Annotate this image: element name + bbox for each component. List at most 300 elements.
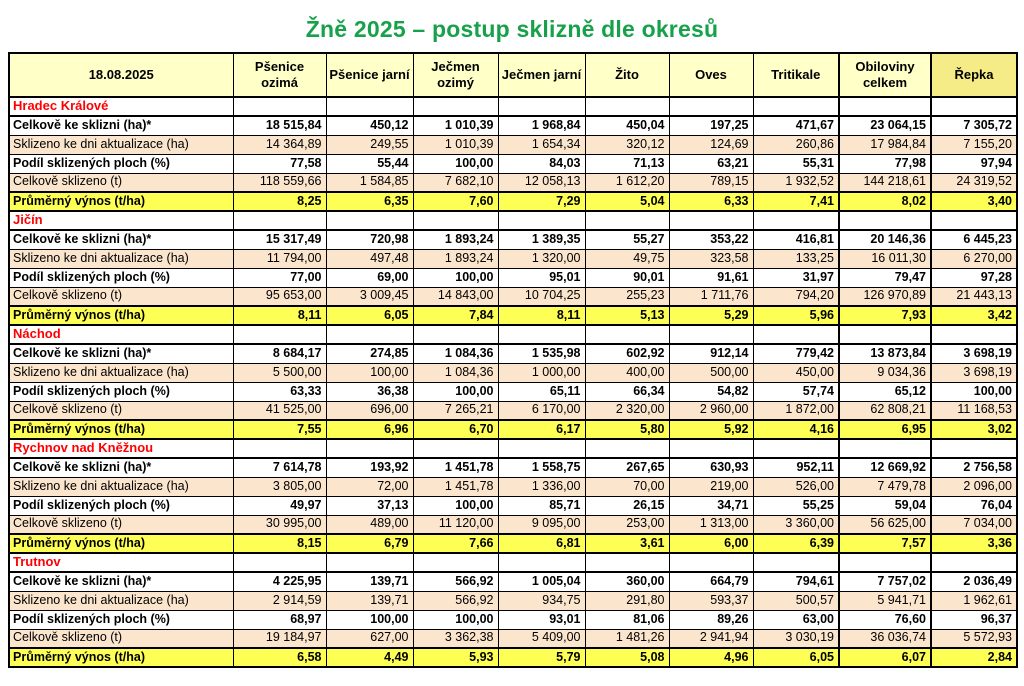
value-cell: 6 270,00 — [931, 249, 1017, 268]
average-yield-row — [9, 192, 1017, 211]
empty-cell — [585, 553, 669, 572]
empty-cell — [931, 439, 1017, 458]
value-cell: 8,25 — [233, 192, 326, 211]
value-cell: 912,14 — [669, 344, 753, 363]
value-cell: 7,84 — [413, 306, 498, 325]
empty-cell — [839, 325, 931, 344]
total-harvested-row — [9, 287, 1017, 306]
row-label: Sklizeno ke dni aktualizace (ha) — [9, 249, 233, 268]
value-cell: 779,42 — [753, 344, 839, 363]
value-cell: 85,71 — [498, 496, 585, 515]
total-harvested-row — [9, 629, 1017, 648]
value-cell: 9 095,00 — [498, 515, 585, 534]
value-cell: 6,39 — [753, 534, 839, 553]
value-cell: 219,00 — [669, 477, 753, 496]
column-header-repka: Řepka — [931, 53, 1017, 97]
empty-cell — [585, 439, 669, 458]
value-cell: 72,00 — [326, 477, 413, 496]
value-cell: 21 443,13 — [931, 287, 1017, 306]
value-cell: 1 451,78 — [413, 477, 498, 496]
empty-cell — [931, 325, 1017, 344]
value-cell: 18 515,84 — [233, 116, 326, 135]
value-cell: 63,33 — [233, 382, 326, 401]
value-cell: 6,35 — [326, 192, 413, 211]
value-cell: 7 479,78 — [839, 477, 931, 496]
value-cell: 1 535,98 — [498, 344, 585, 363]
value-cell: 267,65 — [585, 458, 669, 477]
row-label: Podíl sklizených ploch (%) — [9, 610, 233, 629]
value-cell: 1 389,35 — [498, 230, 585, 249]
district-name: Jičín — [9, 211, 233, 230]
value-cell: 65,12 — [839, 382, 931, 401]
value-cell: 5,13 — [585, 306, 669, 325]
value-cell: 1 084,36 — [413, 363, 498, 382]
harvested-to-date-row — [9, 363, 1017, 382]
value-cell: 23 064,15 — [839, 116, 931, 135]
row-label: Podíl sklizených ploch (%) — [9, 382, 233, 401]
empty-cell — [233, 97, 326, 116]
value-cell: 95 653,00 — [233, 287, 326, 306]
value-cell: 7,55 — [233, 420, 326, 439]
total-to-harvest-row — [9, 116, 1017, 135]
empty-cell — [498, 211, 585, 230]
value-cell: 320,12 — [585, 135, 669, 154]
value-cell: 3 805,00 — [233, 477, 326, 496]
value-cell: 97,94 — [931, 154, 1017, 173]
value-cell: 3 698,19 — [931, 363, 1017, 382]
column-header-tritikale: Tritikale — [753, 53, 839, 97]
empty-cell — [753, 439, 839, 458]
value-cell: 62 808,21 — [839, 401, 931, 420]
empty-cell — [669, 325, 753, 344]
value-cell: 7,41 — [753, 192, 839, 211]
value-cell: 274,85 — [326, 344, 413, 363]
empty-cell — [585, 211, 669, 230]
row-label: Průměrný výnos (t/ha) — [9, 192, 233, 211]
value-cell: 139,71 — [326, 572, 413, 591]
value-cell: 26,15 — [585, 496, 669, 515]
row-label: Sklizeno ke dni aktualizace (ha) — [9, 135, 233, 154]
value-cell: 8,02 — [839, 192, 931, 211]
value-cell: 79,47 — [839, 268, 931, 287]
value-cell: 6 170,00 — [498, 401, 585, 420]
value-cell: 90,01 — [585, 268, 669, 287]
value-cell: 76,60 — [839, 610, 931, 629]
value-cell: 566,92 — [413, 572, 498, 591]
average-yield-row — [9, 534, 1017, 553]
value-cell: 6 445,23 — [931, 230, 1017, 249]
harvested-to-date-row — [9, 591, 1017, 610]
value-cell: 5,96 — [753, 306, 839, 325]
value-cell: 1 968,84 — [498, 116, 585, 135]
value-cell: 6,70 — [413, 420, 498, 439]
value-cell: 7 305,72 — [931, 116, 1017, 135]
value-cell: 93,01 — [498, 610, 585, 629]
district-name: Trutnov — [9, 553, 233, 572]
value-cell: 500,00 — [669, 363, 753, 382]
value-cell: 63,00 — [753, 610, 839, 629]
value-cell: 1 000,00 — [498, 363, 585, 382]
average-yield-row — [9, 420, 1017, 439]
value-cell: 353,22 — [669, 230, 753, 249]
value-cell: 7,93 — [839, 306, 931, 325]
value-cell: 1 558,75 — [498, 458, 585, 477]
value-cell: 5,29 — [669, 306, 753, 325]
empty-cell — [413, 97, 498, 116]
value-cell: 70,00 — [585, 477, 669, 496]
value-cell: 71,13 — [585, 154, 669, 173]
value-cell: 3,61 — [585, 534, 669, 553]
value-cell: 4,96 — [669, 648, 753, 667]
value-cell: 1 962,61 — [931, 591, 1017, 610]
value-cell: 16 011,30 — [839, 249, 931, 268]
district-name: Náchod — [9, 325, 233, 344]
value-cell: 55,31 — [753, 154, 839, 173]
value-cell: 66,34 — [585, 382, 669, 401]
row-label: Sklizeno ke dni aktualizace (ha) — [9, 477, 233, 496]
value-cell: 17 984,84 — [839, 135, 931, 154]
harvested-to-date-row — [9, 477, 1017, 496]
value-cell: 100,00 — [326, 363, 413, 382]
empty-cell — [326, 553, 413, 572]
value-cell: 497,48 — [326, 249, 413, 268]
value-cell: 100,00 — [413, 154, 498, 173]
value-cell: 260,86 — [753, 135, 839, 154]
empty-cell — [413, 325, 498, 344]
district-row — [9, 211, 1017, 230]
value-cell: 7,60 — [413, 192, 498, 211]
empty-cell — [498, 439, 585, 458]
value-cell: 4,49 — [326, 648, 413, 667]
empty-cell — [931, 211, 1017, 230]
empty-cell — [931, 553, 1017, 572]
row-label: Podíl sklizených ploch (%) — [9, 496, 233, 515]
value-cell: 6,33 — [669, 192, 753, 211]
value-cell: 1 010,39 — [413, 135, 498, 154]
value-cell: 2 036,49 — [931, 572, 1017, 591]
value-cell: 56 625,00 — [839, 515, 931, 534]
value-cell: 144 218,61 — [839, 173, 931, 192]
empty-cell — [753, 553, 839, 572]
average-yield-row — [9, 648, 1017, 667]
value-cell: 6,58 — [233, 648, 326, 667]
value-cell: 31,97 — [753, 268, 839, 287]
row-label: Průměrný výnos (t/ha) — [9, 534, 233, 553]
value-cell: 7 265,21 — [413, 401, 498, 420]
value-cell: 3,40 — [931, 192, 1017, 211]
empty-cell — [233, 439, 326, 458]
empty-cell — [669, 211, 753, 230]
harvest-progress-table — [8, 52, 1018, 668]
value-cell: 360,00 — [585, 572, 669, 591]
value-cell: 36 036,74 — [839, 629, 931, 648]
value-cell: 6,00 — [669, 534, 753, 553]
value-cell: 1 584,85 — [326, 173, 413, 192]
value-cell: 193,92 — [326, 458, 413, 477]
row-label: Sklizeno ke dni aktualizace (ha) — [9, 591, 233, 610]
value-cell: 5,80 — [585, 420, 669, 439]
value-cell: 2 960,00 — [669, 401, 753, 420]
date-header-cell: 18.08.2025 — [9, 53, 233, 97]
value-cell: 602,92 — [585, 344, 669, 363]
value-cell: 2 096,00 — [931, 477, 1017, 496]
value-cell: 2 914,59 — [233, 591, 326, 610]
value-cell: 133,25 — [753, 249, 839, 268]
empty-cell — [839, 439, 931, 458]
row-label: Průměrný výnos (t/ha) — [9, 420, 233, 439]
value-cell: 3 009,45 — [326, 287, 413, 306]
empty-cell — [326, 211, 413, 230]
value-cell: 6,95 — [839, 420, 931, 439]
value-cell: 471,67 — [753, 116, 839, 135]
value-cell: 7 757,02 — [839, 572, 931, 591]
value-cell: 500,57 — [753, 591, 839, 610]
value-cell: 11 168,53 — [931, 401, 1017, 420]
value-cell: 7,66 — [413, 534, 498, 553]
value-cell: 2 941,94 — [669, 629, 753, 648]
row-label: Podíl sklizených ploch (%) — [9, 154, 233, 173]
value-cell: 37,13 — [326, 496, 413, 515]
value-cell: 34,71 — [669, 496, 753, 515]
column-header-psenice-jarni: Pšenice jarní — [326, 53, 413, 97]
value-cell: 49,75 — [585, 249, 669, 268]
total-to-harvest-row — [9, 230, 1017, 249]
empty-cell — [585, 325, 669, 344]
value-cell: 100,00 — [413, 496, 498, 515]
value-cell: 1 654,34 — [498, 135, 585, 154]
value-cell: 118 559,66 — [233, 173, 326, 192]
value-cell: 6,96 — [326, 420, 413, 439]
value-cell: 6,05 — [753, 648, 839, 667]
row-label: Celkově sklizeno (t) — [9, 515, 233, 534]
total-harvested-row — [9, 173, 1017, 192]
value-cell: 6,17 — [498, 420, 585, 439]
value-cell: 5 409,00 — [498, 629, 585, 648]
value-cell: 5 500,00 — [233, 363, 326, 382]
value-cell: 450,04 — [585, 116, 669, 135]
column-header-oves: Oves — [669, 53, 753, 97]
empty-cell — [839, 97, 931, 116]
value-cell: 69,00 — [326, 268, 413, 287]
value-cell: 400,00 — [585, 363, 669, 382]
share-harvested-row — [9, 154, 1017, 173]
empty-cell — [669, 97, 753, 116]
value-cell: 566,92 — [413, 591, 498, 610]
empty-cell — [326, 439, 413, 458]
value-cell: 3,42 — [931, 306, 1017, 325]
value-cell: 1 932,52 — [753, 173, 839, 192]
value-cell: 1 313,00 — [669, 515, 753, 534]
district-name: Rychnov nad Kněžnou — [9, 439, 233, 458]
value-cell: 30 995,00 — [233, 515, 326, 534]
value-cell: 100,00 — [326, 610, 413, 629]
value-cell: 59,04 — [839, 496, 931, 515]
value-cell: 6,05 — [326, 306, 413, 325]
empty-cell — [233, 325, 326, 344]
value-cell: 68,97 — [233, 610, 326, 629]
value-cell: 3 362,38 — [413, 629, 498, 648]
value-cell: 323,58 — [669, 249, 753, 268]
harvested-to-date-row — [9, 249, 1017, 268]
value-cell: 7 034,00 — [931, 515, 1017, 534]
value-cell: 41 525,00 — [233, 401, 326, 420]
value-cell: 12 669,92 — [839, 458, 931, 477]
empty-cell — [233, 211, 326, 230]
value-cell: 1 336,00 — [498, 477, 585, 496]
value-cell: 934,75 — [498, 591, 585, 610]
value-cell: 627,00 — [326, 629, 413, 648]
row-label: Celkově sklizeno (t) — [9, 287, 233, 306]
value-cell: 100,00 — [931, 382, 1017, 401]
value-cell: 952,11 — [753, 458, 839, 477]
column-header-jecmen-jarni: Ječmen jarní — [498, 53, 585, 97]
share-harvested-row — [9, 496, 1017, 515]
value-cell: 7,29 — [498, 192, 585, 211]
empty-cell — [413, 553, 498, 572]
value-cell: 77,98 — [839, 154, 931, 173]
row-label: Sklizeno ke dni aktualizace (ha) — [9, 363, 233, 382]
empty-cell — [753, 97, 839, 116]
empty-cell — [669, 439, 753, 458]
value-cell: 100,00 — [413, 268, 498, 287]
value-cell: 794,20 — [753, 287, 839, 306]
total-harvested-row — [9, 515, 1017, 534]
row-label: Celkově sklizeno (t) — [9, 401, 233, 420]
value-cell: 1 010,39 — [413, 116, 498, 135]
value-cell: 7 614,78 — [233, 458, 326, 477]
value-cell: 49,97 — [233, 496, 326, 515]
district-name: Hradec Králové — [9, 97, 233, 116]
value-cell: 450,12 — [326, 116, 413, 135]
value-cell: 794,61 — [753, 572, 839, 591]
value-cell: 84,03 — [498, 154, 585, 173]
row-label: Průměrný výnos (t/ha) — [9, 648, 233, 667]
value-cell: 1 084,36 — [413, 344, 498, 363]
value-cell: 126 970,89 — [839, 287, 931, 306]
value-cell: 14 843,00 — [413, 287, 498, 306]
value-cell: 1 872,00 — [753, 401, 839, 420]
value-cell: 255,23 — [585, 287, 669, 306]
value-cell: 5,08 — [585, 648, 669, 667]
share-harvested-row — [9, 382, 1017, 401]
column-header-jecmen-ozimy: Ječmen ozimý — [413, 53, 498, 97]
value-cell: 1 320,00 — [498, 249, 585, 268]
share-harvested-row — [9, 610, 1017, 629]
value-cell: 97,28 — [931, 268, 1017, 287]
value-cell: 4 225,95 — [233, 572, 326, 591]
row-label: Celkově sklizeno (t) — [9, 629, 233, 648]
average-yield-row — [9, 306, 1017, 325]
value-cell: 3,36 — [931, 534, 1017, 553]
report-title: Žně 2025 – postup sklizně dle okresů — [305, 16, 719, 42]
total-to-harvest-row — [9, 344, 1017, 363]
value-cell: 8,11 — [498, 306, 585, 325]
empty-cell — [233, 553, 326, 572]
empty-cell — [753, 325, 839, 344]
total-to-harvest-row — [9, 458, 1017, 477]
value-cell: 100,00 — [413, 382, 498, 401]
value-cell: 3 030,19 — [753, 629, 839, 648]
value-cell: 20 146,36 — [839, 230, 931, 249]
row-label: Podíl sklizených ploch (%) — [9, 268, 233, 287]
value-cell: 36,38 — [326, 382, 413, 401]
empty-cell — [413, 211, 498, 230]
value-cell: 91,61 — [669, 268, 753, 287]
value-cell: 6,79 — [326, 534, 413, 553]
value-cell: 63,21 — [669, 154, 753, 173]
value-cell: 5 941,71 — [839, 591, 931, 610]
value-cell: 2 756,58 — [931, 458, 1017, 477]
row-label: Celkově ke sklizni (ha)* — [9, 230, 233, 249]
value-cell: 7,57 — [839, 534, 931, 553]
value-cell: 77,00 — [233, 268, 326, 287]
value-cell: 253,00 — [585, 515, 669, 534]
value-cell: 8,11 — [233, 306, 326, 325]
value-cell: 13 873,84 — [839, 344, 931, 363]
value-cell: 139,71 — [326, 591, 413, 610]
empty-cell — [413, 439, 498, 458]
value-cell: 11 794,00 — [233, 249, 326, 268]
value-cell: 10 704,25 — [498, 287, 585, 306]
value-cell: 291,80 — [585, 591, 669, 610]
value-cell: 3 360,00 — [753, 515, 839, 534]
share-harvested-row — [9, 268, 1017, 287]
empty-cell — [498, 553, 585, 572]
total-to-harvest-row — [9, 572, 1017, 591]
row-label: Celkově ke sklizni (ha)* — [9, 344, 233, 363]
value-cell: 95,01 — [498, 268, 585, 287]
value-cell: 789,15 — [669, 173, 753, 192]
district-row — [9, 97, 1017, 116]
value-cell: 76,04 — [931, 496, 1017, 515]
header-row — [9, 53, 1017, 97]
empty-cell — [326, 97, 413, 116]
value-cell: 5,93 — [413, 648, 498, 667]
value-cell: 15 317,49 — [233, 230, 326, 249]
value-cell: 124,69 — [669, 135, 753, 154]
district-row — [9, 439, 1017, 458]
value-cell: 1 893,24 — [413, 230, 498, 249]
district-row — [9, 325, 1017, 344]
value-cell: 5 572,93 — [931, 629, 1017, 648]
value-cell: 720,98 — [326, 230, 413, 249]
empty-cell — [585, 97, 669, 116]
empty-cell — [326, 325, 413, 344]
value-cell: 6,07 — [839, 648, 931, 667]
value-cell: 5,92 — [669, 420, 753, 439]
empty-cell — [931, 97, 1017, 116]
value-cell: 489,00 — [326, 515, 413, 534]
value-cell: 1 481,26 — [585, 629, 669, 648]
district-row — [9, 553, 1017, 572]
value-cell: 24 319,52 — [931, 173, 1017, 192]
empty-cell — [839, 553, 931, 572]
value-cell: 55,44 — [326, 154, 413, 173]
value-cell: 14 364,89 — [233, 135, 326, 154]
harvested-to-date-row — [9, 135, 1017, 154]
value-cell: 1 612,20 — [585, 173, 669, 192]
value-cell: 3,02 — [931, 420, 1017, 439]
value-cell: 19 184,97 — [233, 629, 326, 648]
row-label: Průměrný výnos (t/ha) — [9, 306, 233, 325]
row-label: Celkově ke sklizni (ha)* — [9, 458, 233, 477]
value-cell: 1 893,24 — [413, 249, 498, 268]
row-label: Celkově ke sklizni (ha)* — [9, 572, 233, 591]
value-cell: 3 698,19 — [931, 344, 1017, 363]
value-cell: 8 684,17 — [233, 344, 326, 363]
value-cell: 12 058,13 — [498, 173, 585, 192]
value-cell: 2,84 — [931, 648, 1017, 667]
